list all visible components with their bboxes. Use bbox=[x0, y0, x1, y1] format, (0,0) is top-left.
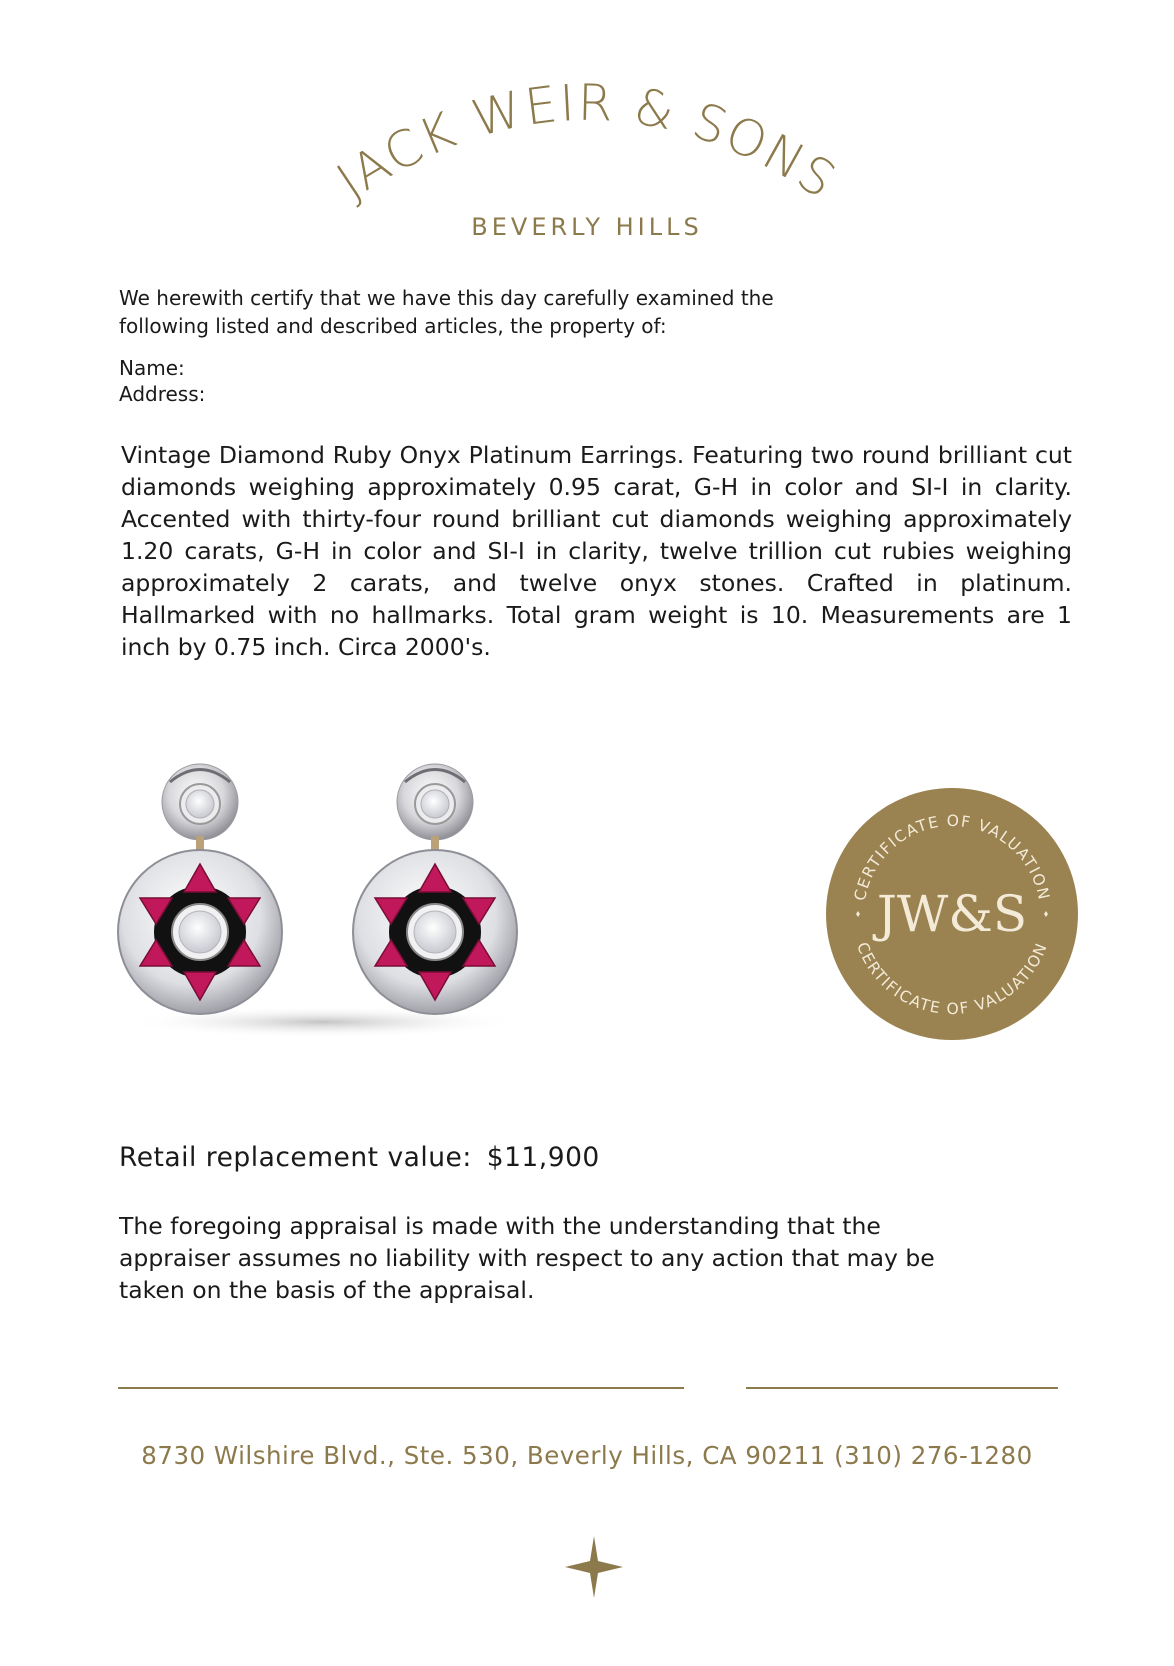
brand-location: BEVERLY HILLS bbox=[471, 213, 703, 241]
disclaimer-line: appraiser assumes no liability with respect to any action that may be bbox=[119, 1244, 935, 1272]
footer-address: 8730 Wilshire Blvd., Ste. 530, Beverly Hills, CA 90211 (310) 276-1280 bbox=[141, 1441, 1033, 1470]
name-label: Name: bbox=[119, 356, 185, 380]
disclaimer-line: The foregoing appraisal is made with the understanding that the bbox=[119, 1212, 881, 1240]
certificate-seal bbox=[826, 788, 1078, 1040]
retail-value-amount: $11,900 bbox=[486, 1142, 600, 1173]
signature-line bbox=[118, 1387, 684, 1389]
svg-text:JACK WEIR & SONS bbox=[327, 74, 847, 211]
retail-value-label: Retail replacement value: bbox=[119, 1142, 472, 1173]
retail-value bbox=[119, 1142, 600, 1173]
disclaimer bbox=[119, 1210, 1039, 1306]
earrings-photo bbox=[113, 760, 533, 1050]
seal-monogram: JW&S bbox=[876, 885, 1028, 943]
date-line bbox=[746, 1387, 1058, 1389]
certification-intro bbox=[119, 284, 879, 340]
address-label: Address: bbox=[119, 382, 206, 406]
intro-line: following listed and described articles, the property of: bbox=[119, 314, 667, 338]
seal-ring-text: CERTIFICATE OF VALUATION bbox=[850, 811, 1054, 903]
brand-name: JACK WEIR & SONS bbox=[326, 73, 847, 211]
item-description: Vintage Diamond Ruby Onyx Platinum Earrings. Featuring two round brilliant cut diamonds weighing approximately 0.95 carat, G-H in color and SI-I in clarity. Accented with thirty-four round brilliant cut diamonds weighing approximately 1.20 carats, G-H in color and SI-I in clarity, twelve trillion cut rubies weighing approximately 2 carats, and twelve onyx stones. Crafted in platinum. Hallmarked with no hallmarks. Total gram weight is 10. Measurements are 1 inch by 0.75 inch. Circa 2000's. bbox=[121, 441, 1072, 661]
star-icon bbox=[565, 1536, 623, 1598]
intro-line: We herewith certify that we have this day carefully examined the bbox=[119, 286, 774, 310]
disclaimer-line: taken on the basis of the appraisal. bbox=[119, 1276, 535, 1304]
seal-ring-text: CERTIFICATE OF VALUATION bbox=[852, 939, 1052, 1019]
